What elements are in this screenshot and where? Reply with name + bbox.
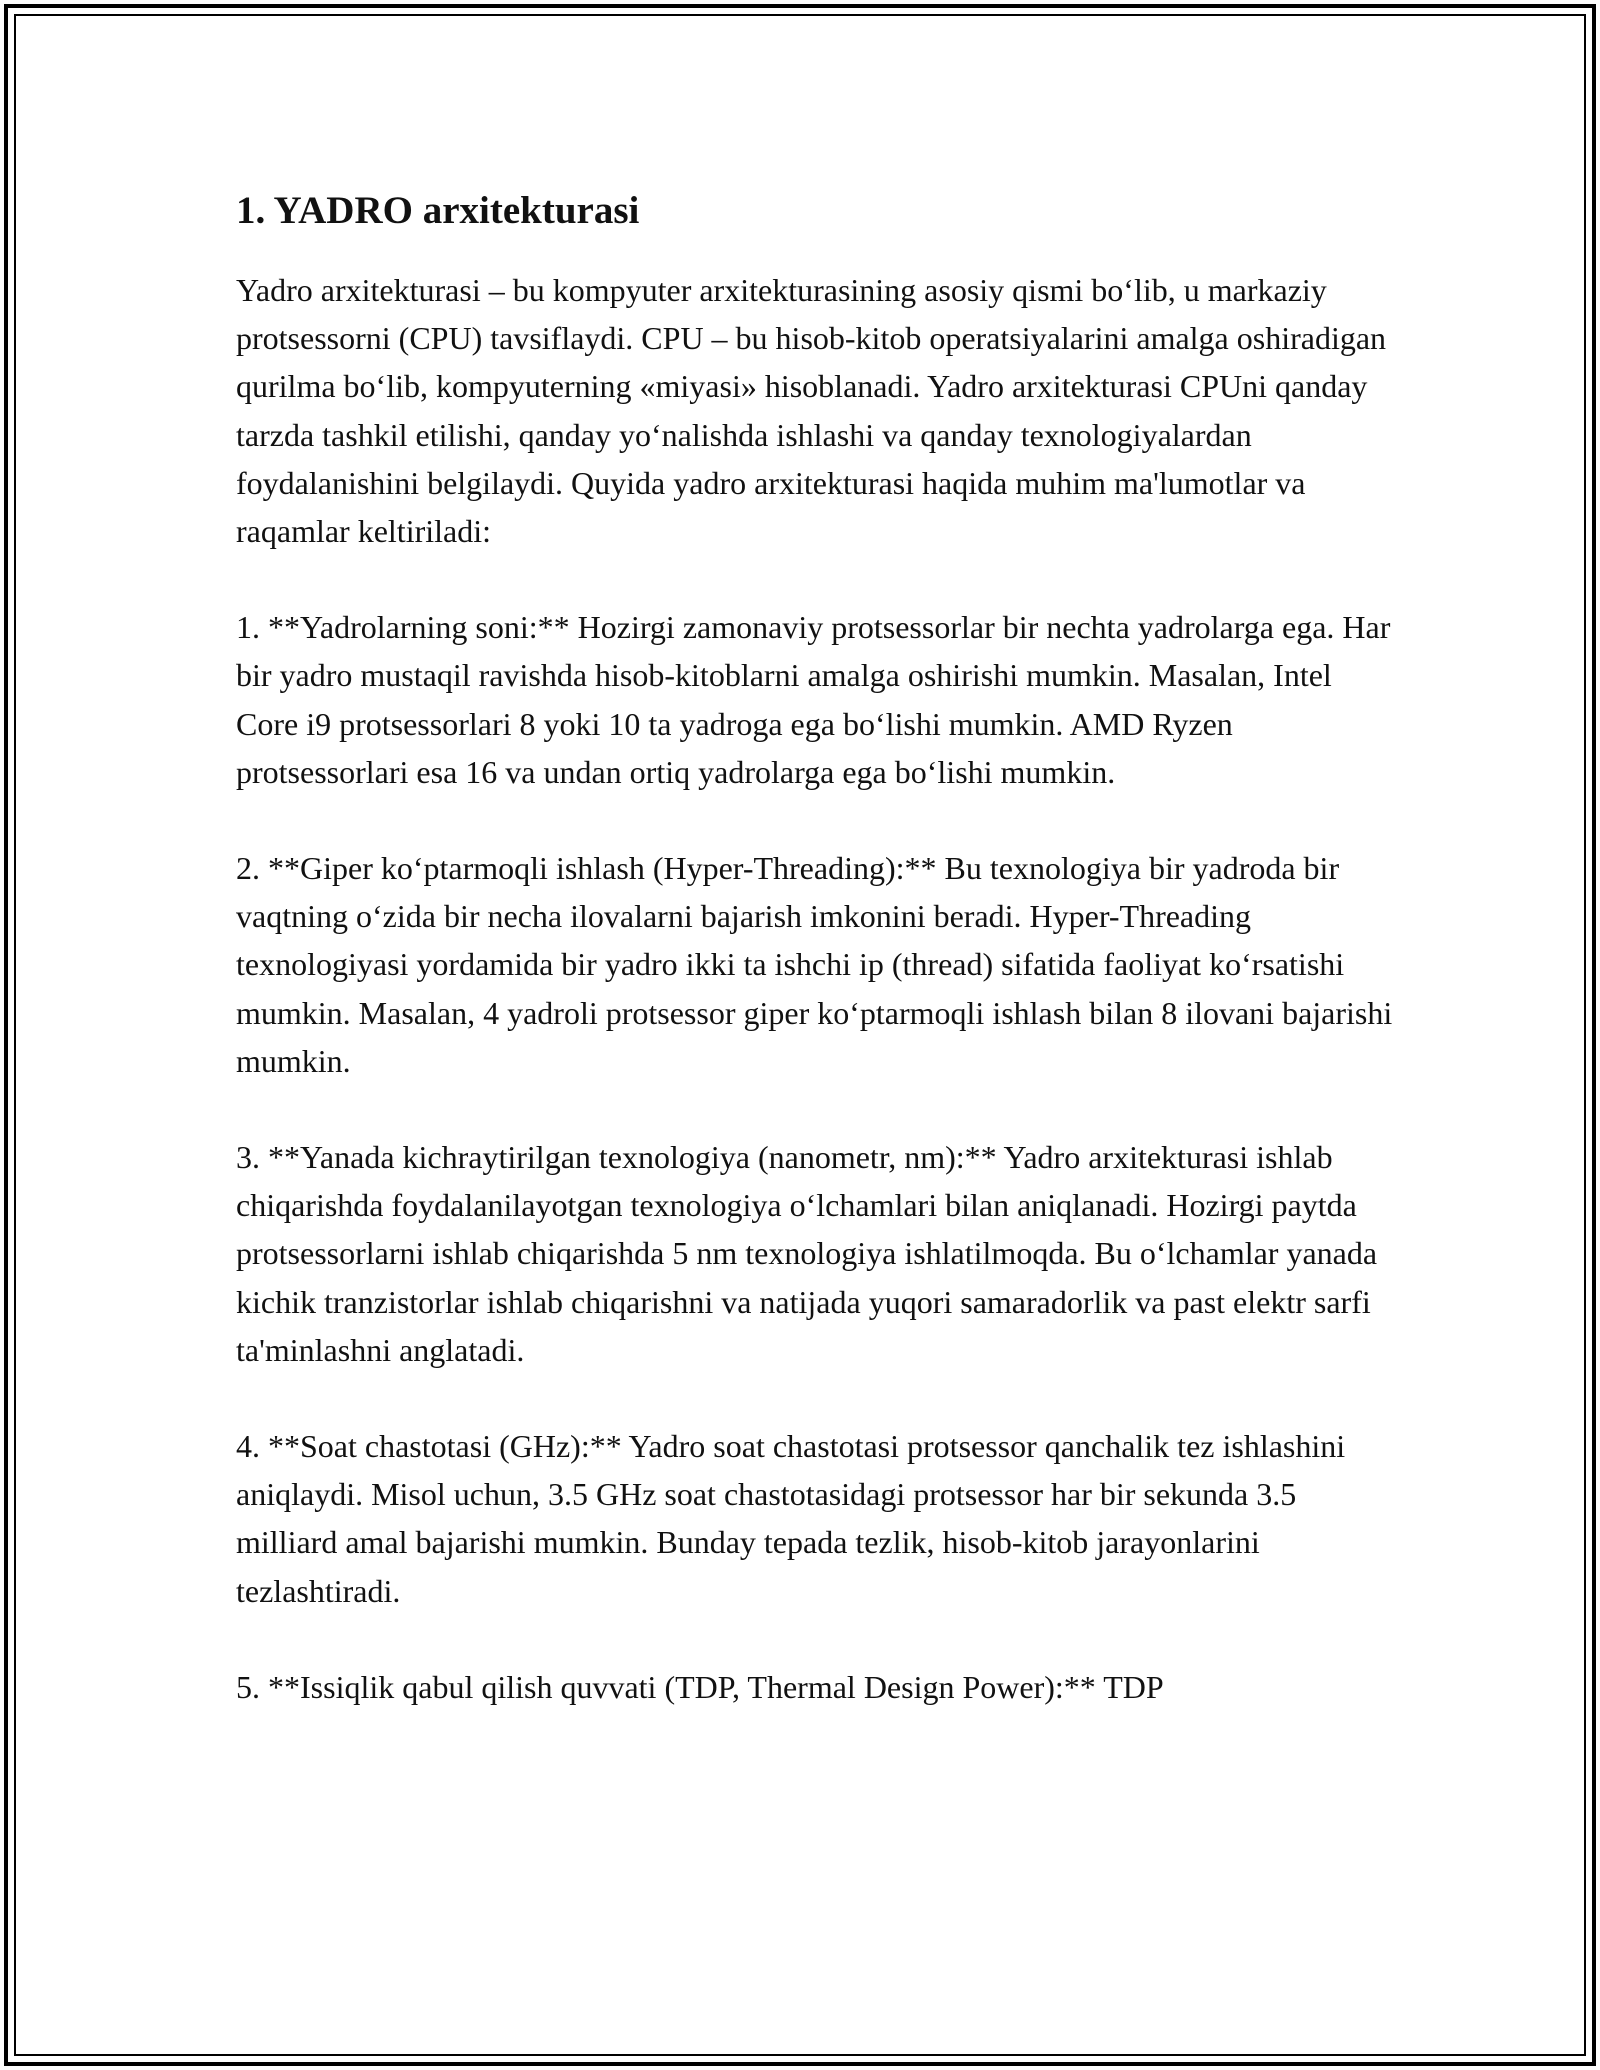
paragraph-clock-speed: 4. **Soat chastotasi (GHz):** Yadro soat chastotasi protsessor qanchalik tez ishlashini aniqlaydi. Misol uchun, 3.5 GHz soat chastotasidagi protsessor har bir sekunda 3.5 milliard amal bajarishi mumkin. Bunday tepada tezlik, hisob-kitob jarayonlarini tezlashtiradi. [236,1428,1346,1609]
paragraph-process-node: 3. **Yanada kichraytirilgan texnologiya (nanometr, nm):** Yadro arxitekturasi ishlab chiqarishda foydalanilayotgan texnologiya o‘lchamlari bilan aniqlanadi. Hozirgi paytda protsessorlarni ishlab chiqarishda 5 nm texnologiya ishlatilmoqda. Bu o‘lchamlar yanada kichik tranzistorlar ishlab chiqarishni va natijada yuqori samaradorlik va past elektr sarfi ta'minlashni anglatadi. [236,1139,1378,1368]
paragraph-core-count: 1. **Yadrolarning soni:** Hozirgi zamonaviy protsessorlar bir nechta yadrolarga ega. Har bir yadro mustaqil ravishda hisob-kitoblarni amalga oshirishi mumkin. Masalan, Intel Core i9 protsessorlari 8 yoki 10 ta yadroga ega bo‘lishi mumkin. AMD Ryzen protsessorlari esa 16 va undan ortiq yadrolarga ega bo‘lishi mumkin. [236,609,1391,790]
paragraph-hyper-threading: 2. **Giper ko‘ptarmoqli ishlash (Hyper-Threading):** Bu texnologiya bir yadroda bir vaqtning o‘zida bir necha ilovalarni bajarish imkonini beradi. Hyper-Threading texnologiyasi yordamida bir yadro ikki ta ishchi ip (thread) sifatida faoliyat ko‘rsatishi mumkin. Masalan, 4 yadroli protsessor giper ko‘ptarmoqli ishlash bilan 8 ilovani bajarishi mumkin. [236,850,1393,1079]
intro-paragraph: Yadro arxitekturasi – bu kompyuter arxitekturasining asosiy qismi bo‘lib, u markaziy protsessorni (CPU) tavsiflaydi. CPU – bu hisob-kitob operatsiyalarini amalga oshiradigan qurilma bo‘lib, kompyuterning «miyasi» hisoblanadi. Yadro arxitekturasi CPUni qanday tarzda tashkil etilishi, qanday yo‘nalishda ishlashi va qanday texnologiyalardan foydalanishini belgilaydi. Quyida yadro arxitekturasi haqida muhim ma'lumotlar va raqamlar keltiriladi: [236,272,1387,550]
document-body [236,186,1396,1759]
section-heading: 1. YADRO arxitekturasi [236,189,640,232]
paragraph-tdp: 5. **Issiqlik qabul qilish quvvati (TDP, Thermal Design Power):** TDP [236,1668,1164,1705]
